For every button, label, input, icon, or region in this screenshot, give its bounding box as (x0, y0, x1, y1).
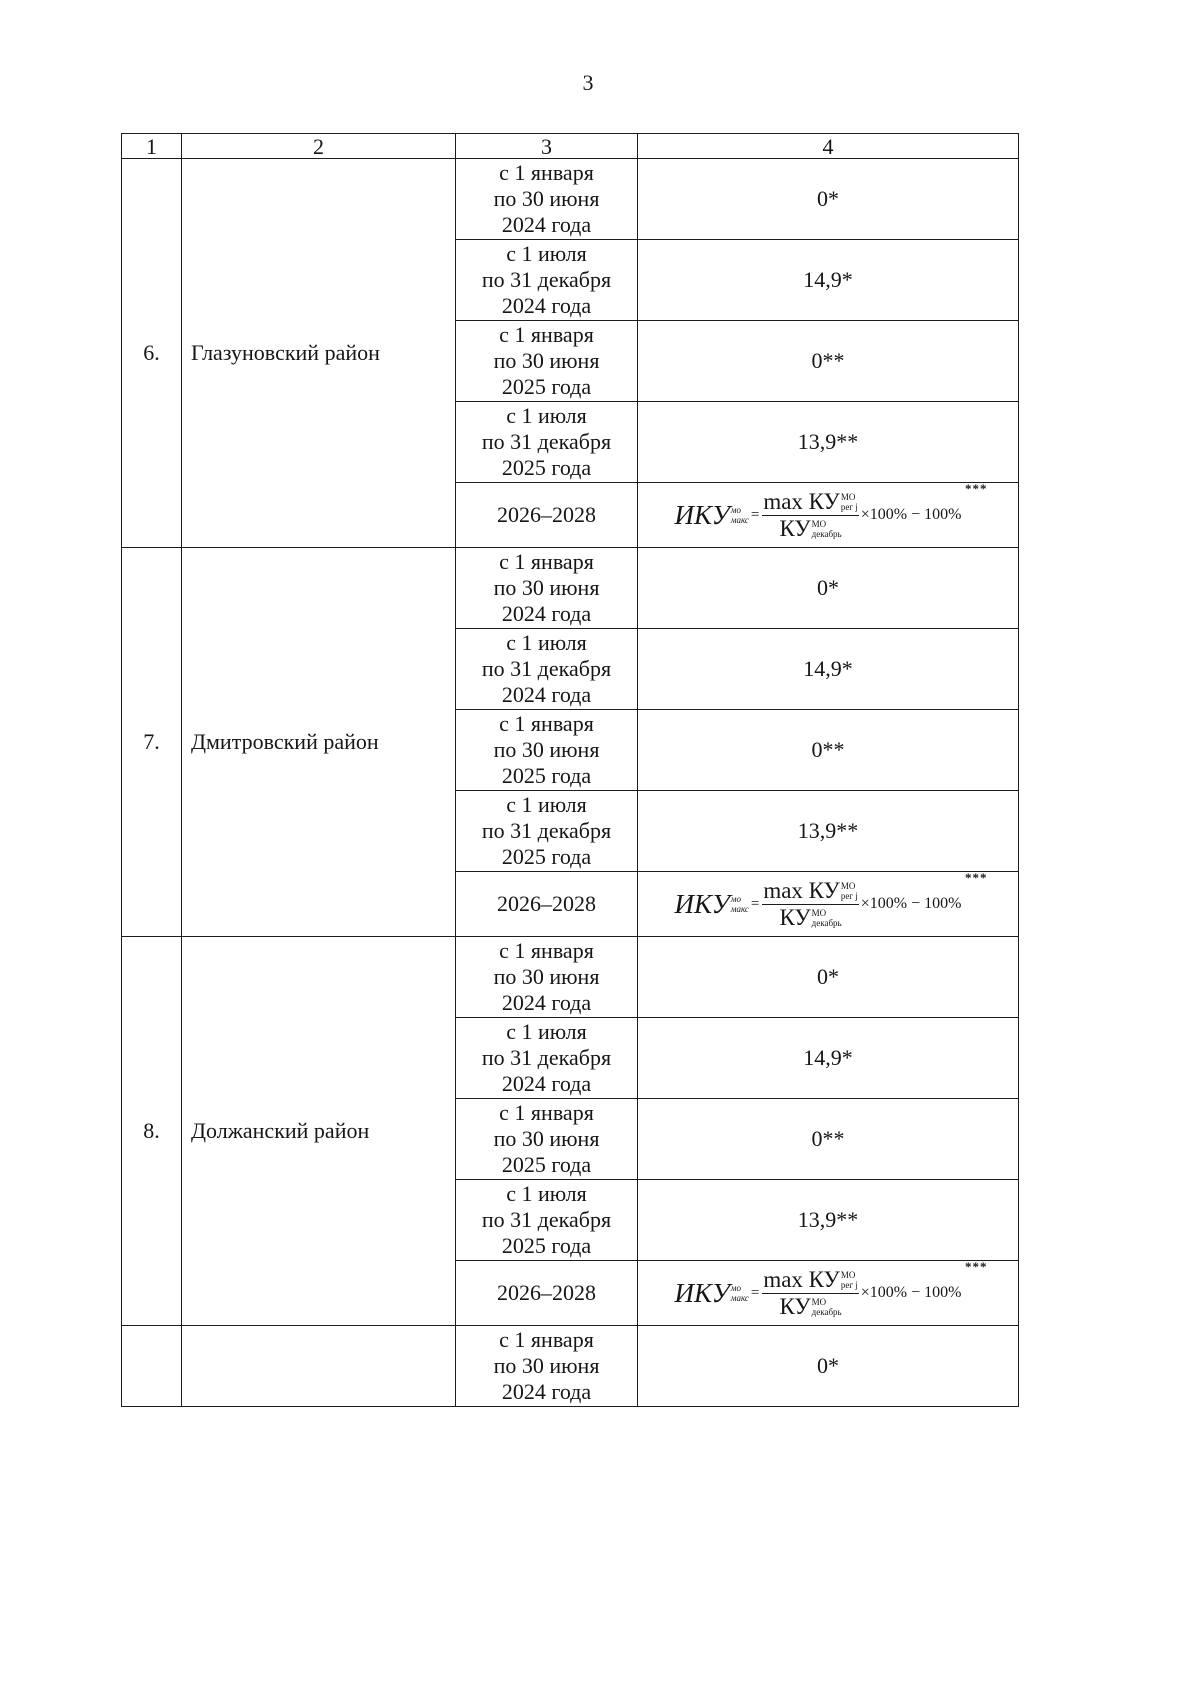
value-cell (638, 1018, 1019, 1099)
period-line: по 30 июня (493, 575, 600, 600)
value-cell (638, 480, 1019, 548)
formula-superscript: МО (811, 518, 827, 529)
formula-indices (731, 1283, 749, 1303)
district-name-cell: Глазуновский район (182, 159, 456, 548)
formula-fraction (762, 879, 858, 930)
value-text: 13,9** (797, 429, 859, 454)
value-cell (638, 240, 1019, 321)
period-line: с 1 января (499, 1100, 594, 1125)
period-cell (456, 937, 638, 1018)
header-col-3: 3 (456, 134, 638, 159)
period-cell (456, 710, 638, 791)
period-line: 2025 года (501, 1152, 592, 1177)
formula-footnote-mark: *** (964, 869, 988, 885)
period-line: по 31 декабря (481, 267, 612, 292)
value-text: 14,9* (803, 1045, 853, 1070)
value-cell (638, 321, 1019, 402)
formula (674, 1258, 988, 1319)
value-cell (638, 159, 1019, 240)
period-line: с 1 июля (506, 403, 587, 428)
period-cell (456, 548, 638, 629)
header-col-1: 1 (122, 134, 182, 159)
formula-equals: = (750, 1284, 760, 1301)
formula-numerator (762, 490, 858, 516)
value-cell (638, 937, 1019, 1018)
period-line: 2026–2028 (497, 1280, 596, 1305)
period-cell (456, 872, 638, 937)
formula-footnote-mark: *** (964, 1258, 988, 1274)
period-cell (456, 483, 638, 548)
period-line: 2025 года (501, 455, 592, 480)
formula-numerator-text: max КУ (763, 1266, 840, 1292)
value-cell (638, 1326, 1019, 1407)
period-line: по 31 декабря (481, 1045, 612, 1070)
district-name-cell: Должанский район (182, 937, 456, 1326)
page-number: 3 (582, 70, 594, 95)
formula-equals: = (750, 506, 760, 523)
period-line: 2024 года (501, 601, 592, 626)
formula-superscript: МО (811, 907, 827, 918)
value-cell (638, 710, 1019, 791)
formula-subscript: декабрь (811, 917, 842, 928)
formula-denominator-text: КУ (779, 1293, 811, 1319)
formula-superscript: МО (811, 1296, 827, 1307)
district-name-cell: Дмитровский район (182, 548, 456, 937)
period-line: 2026–2028 (497, 502, 596, 527)
formula-denominator (779, 516, 841, 541)
formula-superscript: МО (840, 880, 856, 891)
value-cell (638, 791, 1019, 872)
period-cell (456, 1261, 638, 1326)
row-number-cell: 6. (122, 159, 182, 548)
formula-superscript: МО (840, 1269, 856, 1280)
period-line: по 30 июня (493, 964, 600, 989)
formula-subscript: рег j (840, 890, 858, 901)
value-text: 0** (811, 1126, 845, 1151)
formula-indices (812, 1297, 842, 1317)
value-cell (638, 548, 1019, 629)
period-line: по 30 июня (493, 1126, 600, 1151)
formula-indices (841, 881, 858, 901)
period-line: с 1 июля (506, 241, 587, 266)
period-line: по 31 декабря (481, 656, 612, 681)
value-text: 0** (811, 348, 845, 373)
table-body (122, 159, 1019, 1407)
value-text: 0* (817, 575, 839, 600)
formula-subscript: декабрь (811, 1306, 842, 1317)
table-row (122, 937, 1019, 1018)
period-line: 2025 года (501, 844, 592, 869)
formula-indices (731, 505, 749, 525)
value-text: 0* (817, 1353, 839, 1378)
formula-numerator-text: max КУ (763, 877, 840, 903)
period-cell (456, 629, 638, 710)
formula-indices (812, 908, 842, 928)
formula-superscript: мо (730, 894, 741, 904)
formula-indices (812, 519, 842, 539)
header-row (122, 134, 1019, 159)
formula-numerator (762, 1268, 858, 1294)
period-line: 2024 года (501, 1071, 592, 1096)
period-cell (456, 1099, 638, 1180)
period-line: с 1 июля (506, 1019, 587, 1044)
period-line: по 30 июня (493, 1353, 600, 1378)
period-line: по 31 декабря (481, 1207, 612, 1232)
formula-lhs (675, 1278, 749, 1308)
period-line: с 1 июля (506, 1181, 587, 1206)
formula-fraction (762, 1268, 858, 1319)
period-line: 2025 года (501, 374, 592, 399)
period-line: по 30 июня (493, 348, 600, 373)
value-cell (638, 402, 1019, 483)
formula-lhs-symbol: ИКУ (674, 889, 730, 919)
formula-denominator-text: КУ (779, 904, 811, 930)
period-line: с 1 июля (506, 792, 587, 817)
period-line: 2024 года (501, 293, 592, 318)
period-line: 2024 года (501, 682, 592, 707)
value-text: 0* (817, 964, 839, 989)
value-cell (638, 1180, 1019, 1261)
row-number-cell (122, 1326, 182, 1407)
value-text: 13,9** (797, 1207, 859, 1232)
formula-subscript: декабрь (811, 528, 842, 539)
period-line: по 31 декабря (481, 818, 612, 843)
formula-subscript: рег j (840, 1279, 858, 1290)
formula-indices (731, 894, 749, 914)
period-line: с 1 июля (506, 630, 587, 655)
value-text: 14,9* (803, 267, 853, 292)
value-text: 14,9* (803, 656, 853, 681)
row-number-cell: 8. (122, 937, 182, 1326)
formula-lhs-symbol: ИКУ (674, 500, 730, 530)
period-line: с 1 января (499, 711, 594, 736)
formula-tail: ×100% − 100% (860, 895, 962, 912)
period-line: 2024 года (501, 990, 592, 1015)
formula-denominator (779, 1294, 841, 1319)
formula-equals: = (750, 895, 760, 912)
period-line: 2026–2028 (497, 891, 596, 916)
formula-denominator-text: КУ (779, 515, 811, 541)
table-row (122, 159, 1019, 240)
table-row (122, 1326, 1019, 1407)
table-row (122, 548, 1019, 629)
period-line: с 1 января (499, 549, 594, 574)
row-number-cell: 7. (122, 548, 182, 937)
period-cell (456, 240, 638, 321)
value-cell (638, 1258, 1019, 1326)
period-cell (456, 321, 638, 402)
value-text: 0* (817, 186, 839, 211)
formula-denominator (779, 905, 841, 930)
tariff-table (121, 133, 1019, 1407)
formula-tail: ×100% − 100% (860, 1284, 962, 1301)
formula-footnote-mark: *** (964, 480, 988, 496)
period-line: с 1 января (499, 1327, 594, 1352)
period-cell (456, 1180, 638, 1261)
formula-superscript: МО (840, 491, 856, 502)
period-line: 2025 года (501, 1233, 592, 1258)
value-cell (638, 869, 1019, 937)
period-line: 2024 года (501, 212, 592, 237)
formula-lhs (675, 500, 749, 530)
value-cell (638, 629, 1019, 710)
formula-numerator-text: max КУ (763, 488, 840, 514)
period-line: с 1 января (499, 160, 594, 185)
formula-indices (841, 492, 858, 512)
period-line: по 31 декабря (481, 429, 612, 454)
district-name-cell (182, 1326, 456, 1407)
period-line: по 30 июня (493, 737, 600, 762)
formula-numerator (762, 879, 858, 905)
header-col-2: 2 (182, 134, 456, 159)
period-cell (456, 159, 638, 240)
period-line: с 1 января (499, 322, 594, 347)
header-col-4: 4 (638, 134, 1019, 159)
formula-subscript: рег j (840, 501, 858, 512)
formula-tail: ×100% − 100% (860, 506, 962, 523)
period-line: по 30 июня (493, 186, 600, 211)
value-text: 0** (811, 737, 845, 762)
formula-superscript: мо (730, 505, 741, 515)
formula-subscript: макс (730, 904, 749, 914)
formula-subscript: макс (730, 1293, 749, 1303)
period-line: 2024 года (501, 1379, 592, 1404)
period-line: с 1 января (499, 938, 594, 963)
formula-lhs-symbol: ИКУ (674, 1278, 730, 1308)
period-cell (456, 791, 638, 872)
formula-subscript: макс (730, 515, 749, 525)
formula-fraction (762, 490, 858, 541)
value-cell (638, 1099, 1019, 1180)
formula (674, 869, 988, 930)
period-line: 2025 года (501, 763, 592, 788)
period-cell (456, 1018, 638, 1099)
formula (674, 480, 988, 541)
formula-indices (841, 1270, 858, 1290)
formula-superscript: мо (730, 1283, 741, 1293)
period-cell (456, 1326, 638, 1407)
formula-lhs (675, 889, 749, 919)
period-cell (456, 402, 638, 483)
table-header (122, 134, 1019, 159)
value-text: 13,9** (797, 818, 859, 843)
